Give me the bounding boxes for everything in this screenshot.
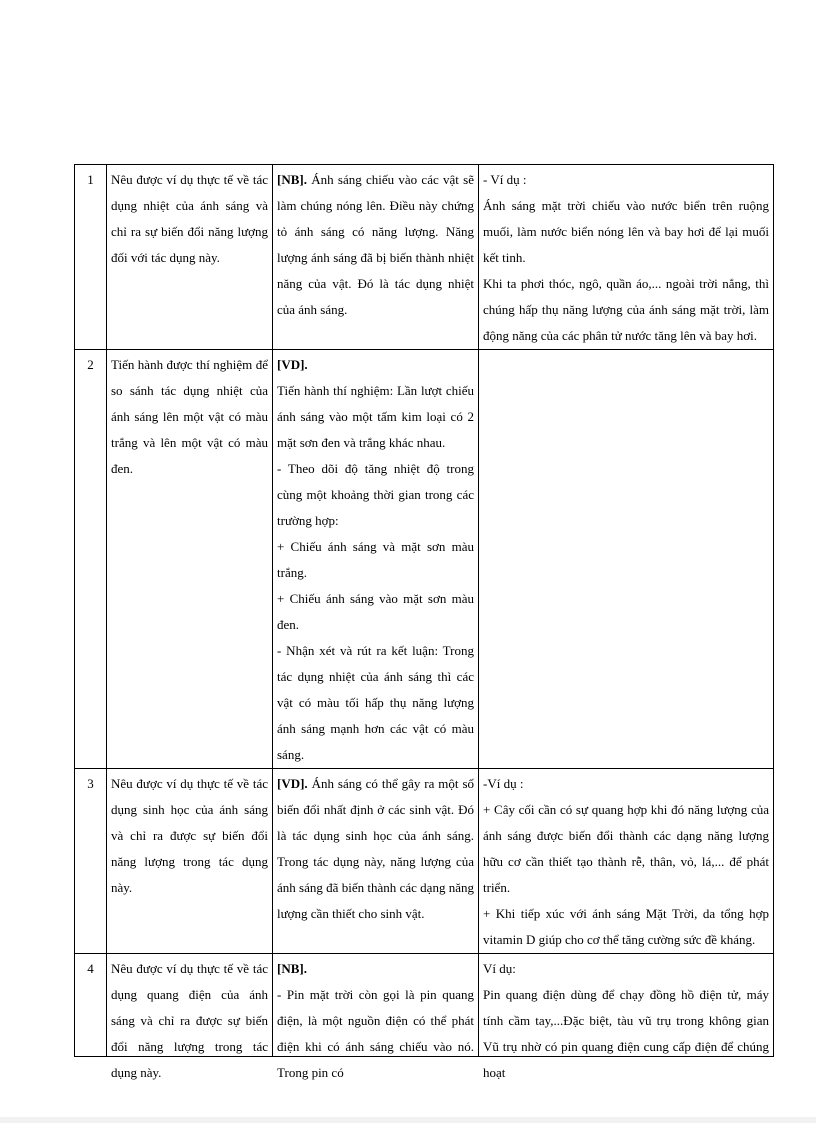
level-tag: [VD]. — [277, 776, 308, 791]
level-tag: [NB]. — [277, 961, 307, 976]
explanation-cell — [273, 350, 479, 769]
table-row — [75, 165, 774, 350]
row-number: 4 — [75, 954, 107, 1057]
explanation-cell — [273, 769, 479, 954]
notes-line: Ví dụ: — [483, 961, 516, 976]
level-tag: [VD]. — [277, 357, 308, 372]
notes-cell — [479, 954, 774, 1080]
content-table — [74, 164, 774, 1080]
table-row — [75, 769, 774, 954]
notes-line: Khi ta phơi thóc, ngô, quần áo,... ngoài trời nắng, thì chúng hấp thụ năng lượng của ánh sáng mặt trời, làm động năng của các phân tử nước tăng lên và bay hơi. — [483, 276, 769, 343]
notes-cell — [479, 165, 774, 350]
row-number: 1 — [75, 165, 107, 350]
explanation-cell — [273, 954, 479, 1080]
explanation-line: - Pin mặt trời còn gọi là pin quang điện, là một nguồn điện có thể phát điện khi có ánh sáng chiếu vào nó. Trong pin có — [277, 987, 474, 1080]
objective-cell: Nêu được ví dụ thực tế về tác dụng sinh học của ánh sáng và chỉ ra được sự biến đổi năng lượng trong tác dụng này. — [107, 769, 273, 954]
notes-line: Pin quang điện dùng để chạy đồng hồ điện tử, máy tính cầm tay,...Đặc biệt, tàu vũ trụ trong không gian Vũ trụ nhờ có pin quang điện cung cấp điện để chúng hoạt — [483, 987, 769, 1080]
explanation-line: - Theo dõi độ tăng nhiệt độ trong cùng một khoảng thời gian trong các trường hợp: — [277, 461, 474, 528]
explanation-line: - Nhận xét và rút ra kết luận: Trong tác dụng nhiệt của ánh sáng thì các vật có màu tối hấp thụ năng lượng ánh sáng mạnh hơn các vật có màu sáng. — [277, 643, 474, 762]
notes-line: - Ví dụ : — [483, 172, 527, 187]
objective-cell: Tiến hành được thí nghiệm để so sánh tác dụng nhiệt của ánh sáng lên một vật có màu trắng và lên một vật có màu đen. — [107, 350, 273, 769]
explanation-text: Ánh sáng chiếu vào các vật sẽ làm chúng nóng lên. Điều này chứng tỏ ánh sáng có năng lượng. Năng lượng ánh sáng đã bị biến thành nhiệt năng của vật. Đó là tác dụng nhiệt của ánh sáng. — [277, 172, 474, 317]
level-tag: [NB]. — [277, 172, 307, 187]
notes-cell — [479, 769, 774, 954]
row-number: 3 — [75, 769, 107, 954]
table-row — [75, 954, 774, 1057]
notes-line: + Khi tiếp xúc với ánh sáng Mặt Trời, da tổng hợp vitamin D giúp cho cơ thể tăng cường sức đề kháng. — [483, 906, 769, 947]
objective-cell: Nêu được ví dụ thực tế về tác dụng quang điện của ánh sáng và chỉ ra được sự biến đổi năng lượng trong tác dụng này. — [107, 954, 273, 1057]
objective-cell: Nêu được ví dụ thực tế về tác dụng nhiệt của ánh sáng và chỉ ra sự biến đổi năng lượng đối với tác dụng này. — [107, 165, 273, 350]
notes-cell-empty — [479, 350, 774, 769]
explanation-text: Ánh sáng có thể gây ra một số biến đổi nhất định ở các sinh vật. Đó là tác dụng sinh học của ánh sáng. Trong tác dụng này, năng lượng của ánh sáng đã biến thành các dạng năng lượng cần thiết cho sinh vật. — [277, 776, 475, 921]
notes-line: Ánh sáng mặt trời chiếu vào nước biển trên ruộng muối, làm nước biển nóng lên và bay hơi để lại muối kết tinh. — [483, 198, 769, 265]
notes-line: -Ví dụ : — [483, 776, 524, 791]
explanation-line: + Chiếu ánh sáng vào mặt sơn màu đen. — [277, 591, 474, 632]
page-bottom-strip — [0, 1117, 816, 1123]
notes-line: + Cây cối cần có sự quang hợp khi đó năng lượng của ánh sáng được biến đổi thành các dạng năng lượng hữu cơ cần thiết tạo thành rễ, thân, vỏ, lá,... để phát triển. — [483, 802, 769, 895]
table-row — [75, 350, 774, 769]
explanation-line: + Chiếu ánh sáng và mặt sơn màu trắng. — [277, 539, 474, 580]
explanation-line: Tiến hành thí nghiệm: Lần lượt chiếu ánh sáng vào một tấm kim loại có 2 mặt sơn đen và trắng khác nhau. — [277, 383, 474, 450]
explanation-cell — [273, 165, 479, 350]
row-number: 2 — [75, 350, 107, 769]
